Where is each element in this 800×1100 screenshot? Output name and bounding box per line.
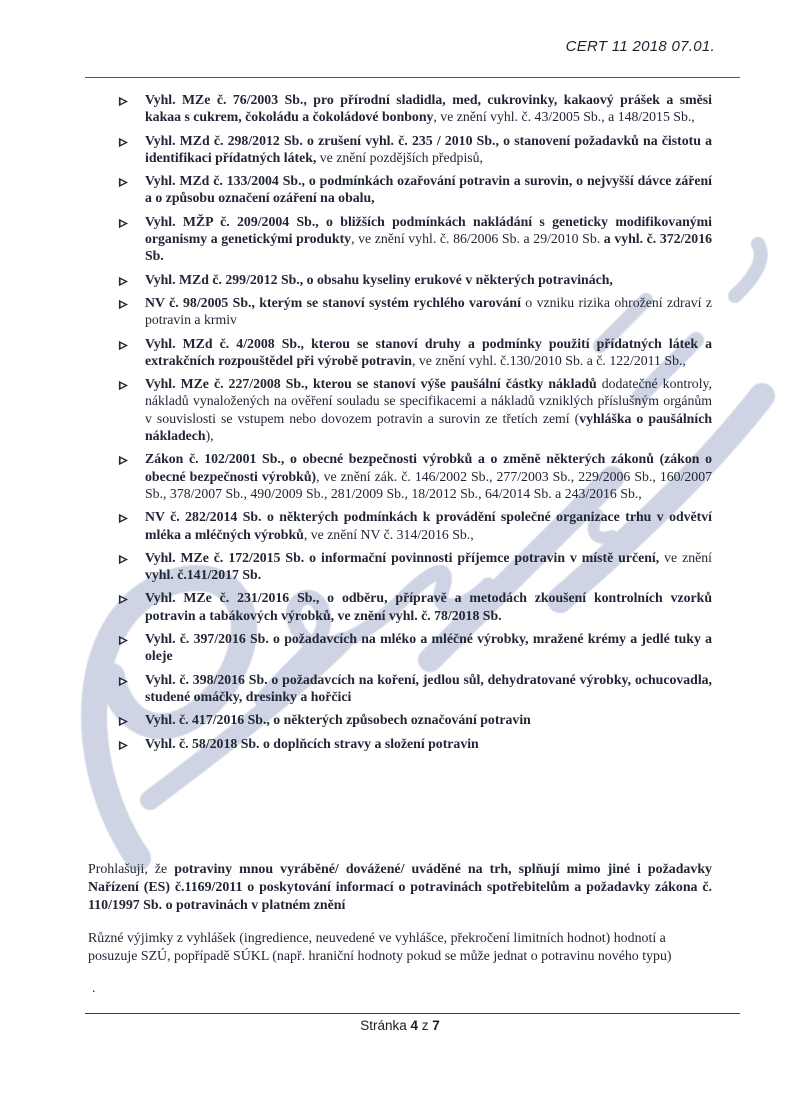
text-segment: Vyhl. MZe č. 231/2016 Sb., o odběru, přípravě a metodách zkoušení kontrolních vzorků potravin a tabákových výrobků, ve znění vyhl. č. 78/2018 Sb. — [145, 590, 712, 623]
text-segment: Vyhl. č. 417/2016 Sb., o některých způsobech označování potravin — [145, 712, 531, 728]
regulation-item — [118, 630, 712, 665]
regulation-item — [118, 711, 712, 728]
arrowhead-right-icon — [118, 511, 129, 522]
arrowhead-right-icon — [118, 633, 129, 644]
text-segment: , ve znění zák. č. 146/2002 Sb., 277/2003 Sb., 229/2006 Sb., 160/2007 Sb., 378/2007 Sb., 490/2009 Sb., 281/2009 Sb., 18/2012 Sb., 64/2014 Sb. a 243/2016 Sb., — [145, 468, 712, 501]
regulation-item — [118, 589, 712, 624]
regulation-text — [145, 736, 479, 751]
arrowhead-right-icon — [118, 297, 129, 308]
text-segment: vyhl. č.141/2017 Sb. — [145, 567, 262, 583]
regulation-text — [145, 133, 712, 165]
text-segment: , ve znění NV č. 314/2016 Sb., — [303, 526, 474, 542]
footer-rule — [85, 1013, 740, 1014]
arrowhead-right-icon — [118, 94, 129, 105]
arrowhead-right-icon — [118, 216, 129, 227]
text-segment: , ve znění vyhl. č.130/2010 Sb. a č. 122/2011 Sb., — [412, 352, 686, 368]
regulation-text — [145, 214, 712, 264]
exceptions-paragraph — [88, 930, 712, 966]
text-segment: Vyhl. MZd č. 298/2012 Sb. o zrušení vyhl. č. 235 / 2010 Sb., o stanovení požadavků na čistotu a identifikaci přídatných látek, — [145, 132, 712, 165]
text-segment: Prohlašuji, že — [88, 862, 175, 877]
regulation-item — [118, 508, 712, 543]
text-segment: 4 — [410, 1018, 418, 1033]
regulation-text — [145, 712, 531, 727]
regulation-text — [145, 336, 712, 368]
text-segment: , ve znění vyhl. č. 43/2005 Sb., a 148/2015 Sb., — [433, 109, 695, 125]
regulation-text — [145, 590, 712, 622]
arrowhead-right-icon — [118, 592, 129, 603]
declaration-paragraph — [88, 861, 712, 916]
regulation-text — [145, 672, 712, 704]
text-segment: . — [92, 981, 96, 997]
regulation-text — [145, 92, 712, 124]
regulation-text — [145, 451, 712, 501]
arrowhead-right-icon — [118, 338, 129, 349]
doc-code: CERT 11 2018 07.01. — [565, 38, 715, 55]
text-segment: Vyhl. č. 397/2016 Sb. o požadavcích na mléko a mléčné výrobky, mražené krémy a jedlé tuky a oleje — [145, 631, 712, 664]
text-segment: Zákon č. 102/2001 Sb., o obecné bezpečnosti výrobků a o změně některých zákonů (zákon o obecné bezpečnosti výrobků) — [145, 451, 712, 484]
text-segment: Vyhl. č. 398/2016 Sb. o požadavcích na koření, jedlou sůl, dehydratované výrobky, ochucovadla, studené omáčky, dresinky a hořčici — [145, 671, 712, 704]
text-segment: Různé výjimky z vyhlášek (ingredience, neuvedené ve vyhlášce, překročení limitních hodnot) hodnotí a posuzuje SZÚ, popřípadě SÚKL (např. hraniční hodnoty pokud se může jednat o potravinu nového typu) — [88, 930, 672, 964]
text-segment: Vyhl. MZd č. 299/2012 Sb., o obsahu kyseliny erukové v některých potravinách, — [145, 271, 613, 287]
text-segment: a vyhl. č. 372/2016 Sb. — [145, 231, 713, 264]
text-segment: ve znění — [659, 549, 712, 565]
arrowhead-right-icon — [118, 714, 129, 725]
arrowhead-right-icon — [118, 274, 129, 285]
text-segment: Vyhl. MŽP č. 209/2004 Sb., o bližších podmínkách nakládání s geneticky modifikovanými organismy a genetickými produkty — [145, 213, 712, 247]
regulation-text — [145, 631, 712, 663]
page-number — [0, 1018, 800, 1033]
regulation-item — [118, 549, 712, 584]
text-segment: dodatečné kontroly, nákladů vynaložených na ověření souladu se specifikacemi a nákladů vzniklých příslušným orgánům v souvislosti se vstupem nebo dovozem potravin a surovin ze třetích zemí ( — [145, 376, 712, 426]
regulation-item — [118, 450, 712, 502]
regulation-item — [118, 294, 712, 329]
regulation-item — [118, 271, 712, 288]
text-segment: NV č. 98/2005 Sb., kterým se stanoví systém rychlého varování — [145, 294, 521, 310]
regulation-item — [118, 91, 712, 126]
text-segment: o vzniku rizika ohrožení zdraví z potravin a krmiv — [145, 294, 712, 328]
arrowhead-right-icon — [118, 135, 129, 146]
regulation-item — [118, 735, 712, 752]
regulation-text — [145, 173, 712, 205]
text-segment: potraviny mnou vyráběné/ dovážené/ uváděné na trh, splňují mimo jiné i požadavky Nařízení (ES) č.1169/2011 o poskytování informací o potravinách spotřebitelům a požadavky zákona č. 110/1997 Sb. o potravinách v platném znění — [88, 862, 712, 914]
arrowhead-right-icon — [118, 453, 129, 464]
text-segment: Vyhl. MZd č. 133/2004 Sb., o podmínkách ozařování potravin a surovin, o nejvyšší dávce záření a o způsobu označení ozáření na obalu, — [145, 173, 712, 206]
text-segment: Vyhl. MZd č. 4/2008 Sb., kterou se stanoví druhy a podmínky použití přídatných látek a extrakčních rozpouštědel při výrobě potravin — [145, 335, 712, 368]
text-segment: 7 — [432, 1018, 440, 1033]
regulation-text — [145, 272, 613, 287]
regulation-item — [118, 671, 712, 706]
text-segment: ), — [205, 428, 214, 444]
stray-period — [92, 980, 712, 998]
text-segment: , ve znění vyhl. č. 86/2006 Sb. a 29/2010 Sb. — [351, 231, 604, 247]
regulation-text — [145, 509, 712, 541]
arrowhead-right-icon — [118, 738, 129, 749]
arrowhead-right-icon — [118, 175, 129, 186]
header-rule — [85, 77, 740, 78]
text-segment: Vyhl. MZe č. 227/2008 Sb., kterou se stanoví výše paušální částky nákladů — [145, 376, 597, 392]
arrowhead-right-icon — [118, 674, 129, 685]
regulation-item — [118, 172, 712, 207]
regulation-text — [145, 376, 712, 443]
regulation-item — [118, 213, 712, 265]
text-segment: ve znění pozdějších předpisů, — [316, 149, 483, 165]
regulation-list — [118, 91, 712, 758]
text-segment: Vyhl. MZe č. 76/2003 Sb., pro přírodní sladidla, med, cukrovinky, kakaový prášek a směsi kakaa s cukrem, čokoládu a čokoládové bonbony — [145, 92, 712, 125]
text-segment: Stránka — [360, 1018, 411, 1033]
regulation-text — [145, 295, 712, 327]
closing-paragraphs — [88, 861, 712, 998]
arrowhead-right-icon — [118, 552, 129, 563]
text-segment: Vyhl. č. 58/2018 Sb. o doplňcích stravy a složení potravin — [145, 735, 479, 751]
regulation-text — [145, 550, 712, 582]
text-segment: z — [418, 1018, 433, 1033]
regulation-item — [118, 132, 712, 167]
regulation-item — [118, 335, 712, 370]
text-segment: vyhláška o paušálních nákladech — [145, 410, 712, 444]
arrowhead-right-icon — [118, 378, 129, 389]
regulation-item — [118, 375, 712, 444]
text-segment: Vyhl. MZe č. 172/2015 Sb. o informační povinnosti příjemce potravin v místě určení, — [145, 549, 660, 565]
text-segment: NV č. 282/2014 Sb. o některých podmínkách k provádění společné organizace trhu v odvětví mléka a mléčných výrobků — [145, 509, 712, 542]
